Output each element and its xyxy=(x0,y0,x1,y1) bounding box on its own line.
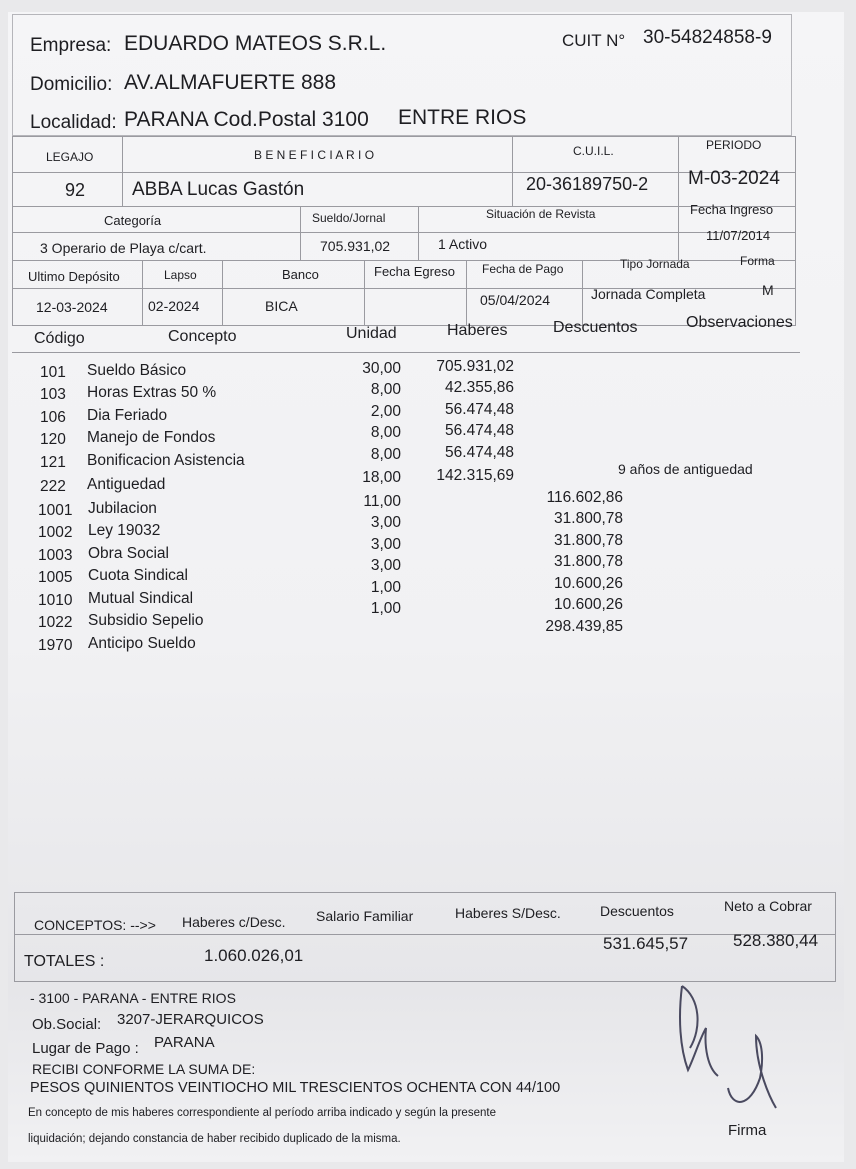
item-haberes: 56.474,48 xyxy=(445,444,514,461)
observacion-text: 9 años de antiguedad xyxy=(618,461,753,477)
cuil-value: 20-36189750-2 xyxy=(526,174,649,194)
domicilio-label: Domicilio: xyxy=(30,74,113,95)
item-descuentos: 31.800,78 xyxy=(554,553,623,570)
item-concepto: Jubilacion xyxy=(88,500,157,517)
item-unidad: 30,00 xyxy=(362,360,401,377)
lugar-pago-label: Lugar de Pago : xyxy=(32,1040,139,1057)
descuentos-total: 531.645,57 xyxy=(603,934,689,953)
haberes-sdesc-label: Haberes S/Desc. xyxy=(455,905,561,921)
ultimo-deposito-value: 12-03-2024 xyxy=(36,299,108,315)
item-descuentos: 116.602,86 xyxy=(546,489,623,506)
haberes-cdesc-label: Haberes c/Desc. xyxy=(182,914,286,930)
item-haberes: 705.931,02 xyxy=(436,358,514,375)
item-codigo: 1010 xyxy=(38,592,73,609)
cuil-label: C.U.I.L. xyxy=(573,144,614,158)
item-codigo: 101 xyxy=(40,364,66,381)
sueldo-label: Sueldo/Jornal xyxy=(312,211,386,225)
item-unidad: 11,00 xyxy=(363,493,401,510)
item-concepto: Manejo de Fondos xyxy=(87,429,216,446)
item-codigo: 1005 xyxy=(38,569,73,586)
item-haberes: 142.315,69 xyxy=(436,467,514,484)
item-haberes: 56.474,48 xyxy=(445,401,514,418)
domicilio-value: AV.ALMAFUERTE 888 xyxy=(124,71,337,94)
lapso-value: 02-2024 xyxy=(148,298,200,314)
col-unidad: Unidad xyxy=(346,325,397,342)
item-codigo: 121 xyxy=(40,454,66,471)
suma-letras: PESOS QUINIENTOS VEINTIOCHO MIL TRESCIENTOS OCHENTA CON 44/100 xyxy=(30,1080,561,1096)
item-unidad: 8,00 xyxy=(370,424,401,441)
localidad-value: PARANA Cod.Postal 3100 xyxy=(124,108,369,131)
item-descuentos: 298.439,85 xyxy=(545,618,623,635)
lapso-label: Lapso xyxy=(164,268,197,282)
item-concepto: Anticipo Sueldo xyxy=(88,635,196,652)
haberes-cdesc-total: 1.060.026,01 xyxy=(204,946,304,965)
recibi-text: RECIBI CONFORME LA SUMA DE: xyxy=(32,1061,256,1077)
banco-label: Banco xyxy=(282,267,319,282)
item-descuentos: 10.600,26 xyxy=(554,596,623,613)
ultimo-deposito-label: Ultimo Depósito xyxy=(28,269,120,284)
localidad-label: Localidad: xyxy=(30,112,117,133)
item-concepto: Dia Feriado xyxy=(87,407,168,424)
item-unidad: 3,00 xyxy=(370,557,401,574)
fecha-pago-label: Fecha de Pago xyxy=(482,262,564,276)
item-codigo: 222 xyxy=(40,478,66,495)
lugar-text: - 3100 - PARANA - ENTRE RIOS xyxy=(30,990,236,1006)
beneficiario-name: ABBA Lucas Gastón xyxy=(132,179,305,200)
cuit-label: CUIT N° xyxy=(562,31,626,50)
signature-mark xyxy=(660,958,800,1118)
forma-value: M xyxy=(762,282,774,298)
item-unidad: 2,00 xyxy=(370,403,401,420)
beneficiario-label: B E N E F I C I A R I O xyxy=(254,148,375,162)
leyenda-2: liquidación; dejando constancia de haber recibido duplicado de la misma. xyxy=(28,1133,401,1145)
periodo-value: M-03-2024 xyxy=(688,168,780,189)
sueldo-value: 705.931,02 xyxy=(320,238,391,254)
item-codigo: 1022 xyxy=(38,614,73,631)
item-unidad: 1,00 xyxy=(370,600,401,617)
item-haberes: 56.474,48 xyxy=(445,422,514,439)
egreso-label: Fecha Egreso xyxy=(374,264,455,279)
empresa-label: Empresa: xyxy=(30,35,112,56)
lugar-pago-value: PARANA xyxy=(154,1034,215,1051)
fecha-pago-value: 05/04/2024 xyxy=(480,292,551,308)
item-codigo: 1002 xyxy=(38,524,73,541)
situacion-label: Situación de Revista xyxy=(486,207,596,221)
item-unidad: 1,00 xyxy=(370,579,401,596)
item-unidad: 18,00 xyxy=(362,469,401,486)
item-concepto: Ley 19032 xyxy=(88,522,161,539)
periodo-label: PERIODO xyxy=(706,138,762,152)
item-codigo: 1970 xyxy=(38,637,73,654)
situacion-value: 1 Activo xyxy=(438,236,488,252)
col-haberes: Haberes xyxy=(447,322,508,339)
item-concepto: Cuota Sindical xyxy=(88,567,188,584)
item-haberes: 42.355,86 xyxy=(445,379,514,396)
neto-label: Neto a Cobrar xyxy=(724,898,812,914)
descuentos-label: Descuentos xyxy=(600,903,674,919)
item-unidad: 3,00 xyxy=(370,514,401,531)
provincia-value: ENTRE RIOS xyxy=(398,106,527,129)
item-descuentos: 31.800,78 xyxy=(554,510,623,527)
obra-social-value: 3207-JERARQUICOS xyxy=(117,1011,264,1028)
item-codigo: 103 xyxy=(40,386,66,403)
conceptos-label: CONCEPTOS: -->> xyxy=(34,917,156,933)
forma-label: Forma xyxy=(740,254,775,268)
item-unidad: 8,00 xyxy=(370,381,401,398)
tipo-jornada-value: Jornada Completa xyxy=(591,286,706,302)
ingreso-value: 11/07/2014 xyxy=(706,228,771,243)
legajo-value: 92 xyxy=(65,180,86,200)
item-concepto: Subsidio Sepelio xyxy=(88,612,204,629)
col-observaciones: Observaciones xyxy=(686,314,793,331)
col-descuentos: Descuentos xyxy=(553,319,638,336)
tipo-jornada-label: Tipo Jornada xyxy=(620,257,690,271)
empresa-value: EDUARDO MATEOS S.R.L. xyxy=(124,32,387,55)
item-descuentos: 10.600,26 xyxy=(554,575,623,592)
col-concepto: Concepto xyxy=(168,328,237,345)
obra-social-label: Ob.Social: xyxy=(32,1016,102,1033)
cuit-value: 30-54824858-9 xyxy=(643,27,772,48)
item-concepto: Horas Extras 50 % xyxy=(87,384,217,401)
item-descuentos: 31.800,78 xyxy=(554,532,623,549)
ingreso-label: Fecha Ingreso xyxy=(690,202,774,217)
firma-label: Firma xyxy=(728,1122,767,1139)
item-codigo: 106 xyxy=(40,409,66,426)
item-concepto: Obra Social xyxy=(88,545,169,562)
item-codigo: 1003 xyxy=(38,547,73,564)
banco-value: BICA xyxy=(265,298,298,314)
item-unidad: 3,00 xyxy=(370,536,401,553)
item-concepto: Mutual Sindical xyxy=(88,590,194,607)
item-concepto: Bonificacion Asistencia xyxy=(87,452,245,469)
item-concepto: Sueldo Básico xyxy=(87,362,187,379)
legajo-label: LEGAJO xyxy=(46,150,94,164)
item-codigo: 120 xyxy=(40,431,66,448)
categoria-value: 3 Operario de Playa c/cart. xyxy=(40,240,207,256)
leyenda-1: En concepto de mis haberes correspondiente al período arriba indicado y según la presente xyxy=(28,1107,496,1119)
item-unidad: 8,00 xyxy=(370,446,401,463)
col-codigo: Código xyxy=(34,330,85,347)
item-concepto: Antiguedad xyxy=(87,476,166,493)
item-codigo: 1001 xyxy=(38,502,73,519)
categoria-label: Categoría xyxy=(104,213,162,228)
totales-label: TOTALES : xyxy=(24,953,105,970)
salario-familiar-label: Salario Familiar xyxy=(316,908,414,924)
neto-total: 528.380,44 xyxy=(733,931,819,950)
